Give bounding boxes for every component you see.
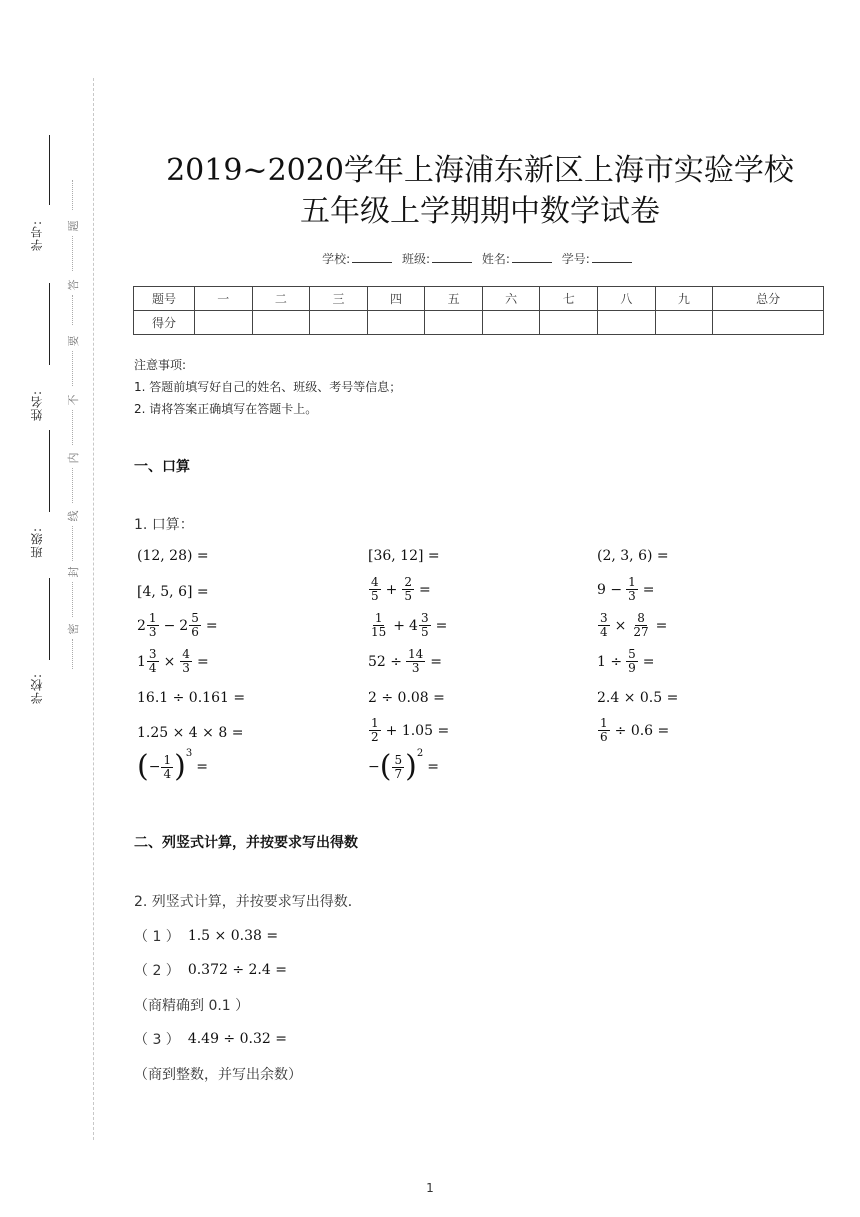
item-requirement: （商精确到 0.1 ） [134,998,250,1014]
left-paren: ( [137,749,149,784]
seal-char: 密 [67,623,80,635]
vertical-calc-item [134,926,278,946]
section-2-title: 二、列竖式计算，并按要求写出得数 [134,835,358,851]
fraction [189,612,201,639]
notes-item: 2. 请将答案正确填写在答题卡上。 [134,402,318,416]
seal-dots [72,582,75,617]
id-blank[interactable] [592,252,632,263]
numerator: 2 [404,575,413,589]
oral-item: 16.1 ÷ 0.161 = [137,690,246,706]
score-header-cell: 五 [425,287,483,311]
fraction [369,612,388,639]
oral-item [368,717,449,744]
denominator: 2 [371,730,379,744]
page-title-line2: 五年级上学期期中数学试卷 [300,194,660,229]
denominator: 4 [600,625,608,639]
numerator: 1 [374,611,383,625]
seal-dots [72,236,75,271]
denominator: 4 [148,661,157,675]
notes-item: 1. 答题前填写好自己的姓名、班级、考号等信息； [134,380,402,394]
notes-heading: 注意事项: [134,358,187,372]
seal-char: 要 [67,335,80,347]
equals-sign: = [642,581,655,598]
sign: − [368,759,380,775]
whole-part: 1 [137,653,146,670]
fraction [402,576,414,603]
seal-char: 答 [67,279,80,291]
oral-item: 2 ÷ 0.08 = [368,690,445,706]
fraction [180,648,192,675]
sign: − [148,759,161,775]
fraction [369,717,381,744]
score-header-cell: 九 [655,287,713,311]
equals-sign: = [196,653,209,670]
score-row-label: 得分 [134,311,195,335]
fraction [161,754,173,781]
school-blank[interactable] [352,252,392,263]
operator: + [385,581,398,598]
oral-item [368,612,451,639]
fold-line [93,78,94,1140]
oral-item [597,648,658,675]
item-expression: 0.372 ÷ 2.4 = [187,962,287,978]
whole-part: 4 [409,617,418,634]
fraction [369,576,381,603]
fraction [598,717,610,744]
score-cell[interactable] [540,311,598,335]
whole-part: 2 [179,617,189,634]
score-cell[interactable] [367,311,425,335]
oral-item: (2, 3, 6) = [597,548,669,564]
seal-dots [72,410,75,445]
numerator: 1 [371,716,379,730]
denominator: 9 [628,661,636,675]
margin-label-school: 学校: [30,672,44,704]
oral-item: [36, 12] = [368,548,440,564]
score-header-cell: 三 [310,287,368,311]
denominator: 3 [182,661,190,675]
numerator: 8 [637,611,645,625]
numerator: 1 [148,611,157,625]
vertical-calc-item [134,1029,287,1049]
margin-line-name [49,283,50,365]
page-title-line1: 2019~2020学年上海浦东新区上海市实验学校 [166,153,794,188]
score-header-cell: 七 [540,287,598,311]
equals-sign: = [419,581,431,598]
seal-dots [72,295,75,325]
whole-part: 2 [137,617,146,634]
seal-dots [72,351,75,386]
school-label: 学校: [322,252,351,266]
score-cell[interactable] [482,311,540,335]
seal-dots [72,468,75,503]
score-header-cell: 四 [367,287,425,311]
score-table [133,286,824,335]
score-header-cell: 题号 [134,287,195,311]
fraction [631,612,650,639]
question-1-text: 1. 口算： [134,517,194,533]
leading-term: 9 − [597,581,623,598]
seal-dots [72,180,75,210]
oral-item: 2.4 × 0.5 = [597,690,679,706]
seal-dots [72,639,75,669]
question-2-text: 2. 列竖式计算，并按要求写出得数． [134,894,362,910]
equals-sign: = [435,617,448,634]
item-expression: 4.49 ÷ 0.32 = [187,1031,287,1047]
denominator: 6 [191,625,199,639]
numerator: 5 [394,752,403,767]
numerator: 3 [148,647,157,661]
operator: + [393,617,406,634]
fraction [626,576,638,603]
numerator: 1 [163,752,172,767]
seal-char: 线 [67,510,80,522]
left-paren: ( [379,749,392,784]
denominator: 3 [628,589,636,603]
score-cell[interactable] [655,311,713,335]
score-header-cell: 八 [598,287,656,311]
denominator: 5 [420,625,429,639]
denominator: 27 [633,625,649,639]
trailing-term: ÷ 0.6 = [614,722,670,739]
margin-line-school [49,578,50,660]
score-cell[interactable] [713,311,824,335]
score-cell[interactable] [425,311,483,335]
leading-term: 1 ÷ [597,653,623,670]
numerator: 5 [628,647,636,661]
equals-sign: = [427,759,439,775]
item-label: （ 1 ） [134,929,180,945]
seal-char: 题 [67,220,80,232]
operator: × [614,617,627,634]
score-header-cell: 总分 [713,287,824,311]
class-label: 班级: [402,252,431,266]
equals-sign: = [205,617,218,634]
denominator: 5 [371,589,379,603]
numerator: 1 [600,716,608,730]
denominator: 5 [404,589,413,603]
oral-item [368,648,446,675]
fraction [406,648,425,675]
numerator: 14 [408,647,424,661]
seal-char: 封 [67,566,80,578]
fraction [392,754,404,781]
score-header-cell: 一 [195,287,253,311]
trailing-term: + 1.05 = [385,722,450,739]
oral-item [137,648,213,675]
oral-item [368,576,435,603]
margin-label-id: 学号: [30,219,44,251]
oral-item [597,576,658,603]
equals-sign: = [642,653,655,670]
leading-term: 52 ÷ [368,653,402,670]
id-label: 学号: [561,252,590,266]
numerator: 3 [420,611,429,625]
vertical-calc-item [134,960,287,980]
margin-label-name: 姓名: [30,389,44,421]
denominator: 6 [600,730,608,744]
score-cell[interactable] [252,311,310,335]
margin-line-class [49,430,50,512]
fraction [419,612,431,639]
class-blank[interactable] [432,252,472,263]
oral-item [368,747,443,784]
score-cell[interactable] [598,311,656,335]
item-expression: 1.5 × 0.38 = [187,928,279,944]
oral-item: 1.25 × 4 × 8 = [137,725,244,741]
exponent: 2 [416,747,424,759]
exponent: 3 [185,747,193,759]
name-blank[interactable] [512,252,552,263]
denominator: 3 [411,661,420,675]
seal-char: 内 [67,452,80,464]
denominator: 15 [371,625,387,639]
item-label: （ 2 ） [134,963,180,979]
numerator: 1 [628,575,636,589]
score-cell[interactable] [310,311,368,335]
oral-item [597,717,669,744]
score-header-cell: 六 [482,287,540,311]
fraction [147,612,159,639]
seal-dots [72,526,75,561]
oral-item [597,612,671,639]
operator: × [163,653,176,670]
oral-item [137,747,212,784]
denominator: 4 [163,766,172,781]
equals-sign: = [430,653,443,670]
score-header-cell: 二 [252,287,310,311]
fraction [598,612,610,639]
student-info-line [130,250,830,267]
numerator: 4 [371,575,379,589]
numerator: 3 [600,611,608,625]
right-paren: ) [405,749,417,784]
section-1-title: 一、口算 [134,459,190,475]
margin-label-class: 班级: [30,526,44,558]
fraction [147,648,159,675]
score-cell[interactable] [195,311,253,335]
oral-item: (12, 28) = [137,548,209,564]
denominator: 7 [394,766,403,781]
operator: − [163,617,176,634]
seal-char: 不 [67,394,80,406]
fraction [626,648,638,675]
denominator: 3 [148,625,157,639]
equals-sign: = [655,617,668,634]
score-table-score-row [134,311,824,335]
page-number: 1 [426,1181,434,1195]
item-label: （ 3 ） [134,1032,180,1048]
equals-sign: = [196,759,208,775]
item-requirement: （商到整数，并写出余数） [134,1067,302,1083]
score-table-header-row [134,287,824,311]
numerator: 5 [191,611,199,625]
right-paren: ) [174,749,186,784]
margin-line-id [49,135,50,205]
oral-item: [4, 5, 6] = [137,584,209,600]
name-label: 姓名: [481,252,510,266]
numerator: 4 [182,647,190,661]
oral-item [137,612,222,639]
